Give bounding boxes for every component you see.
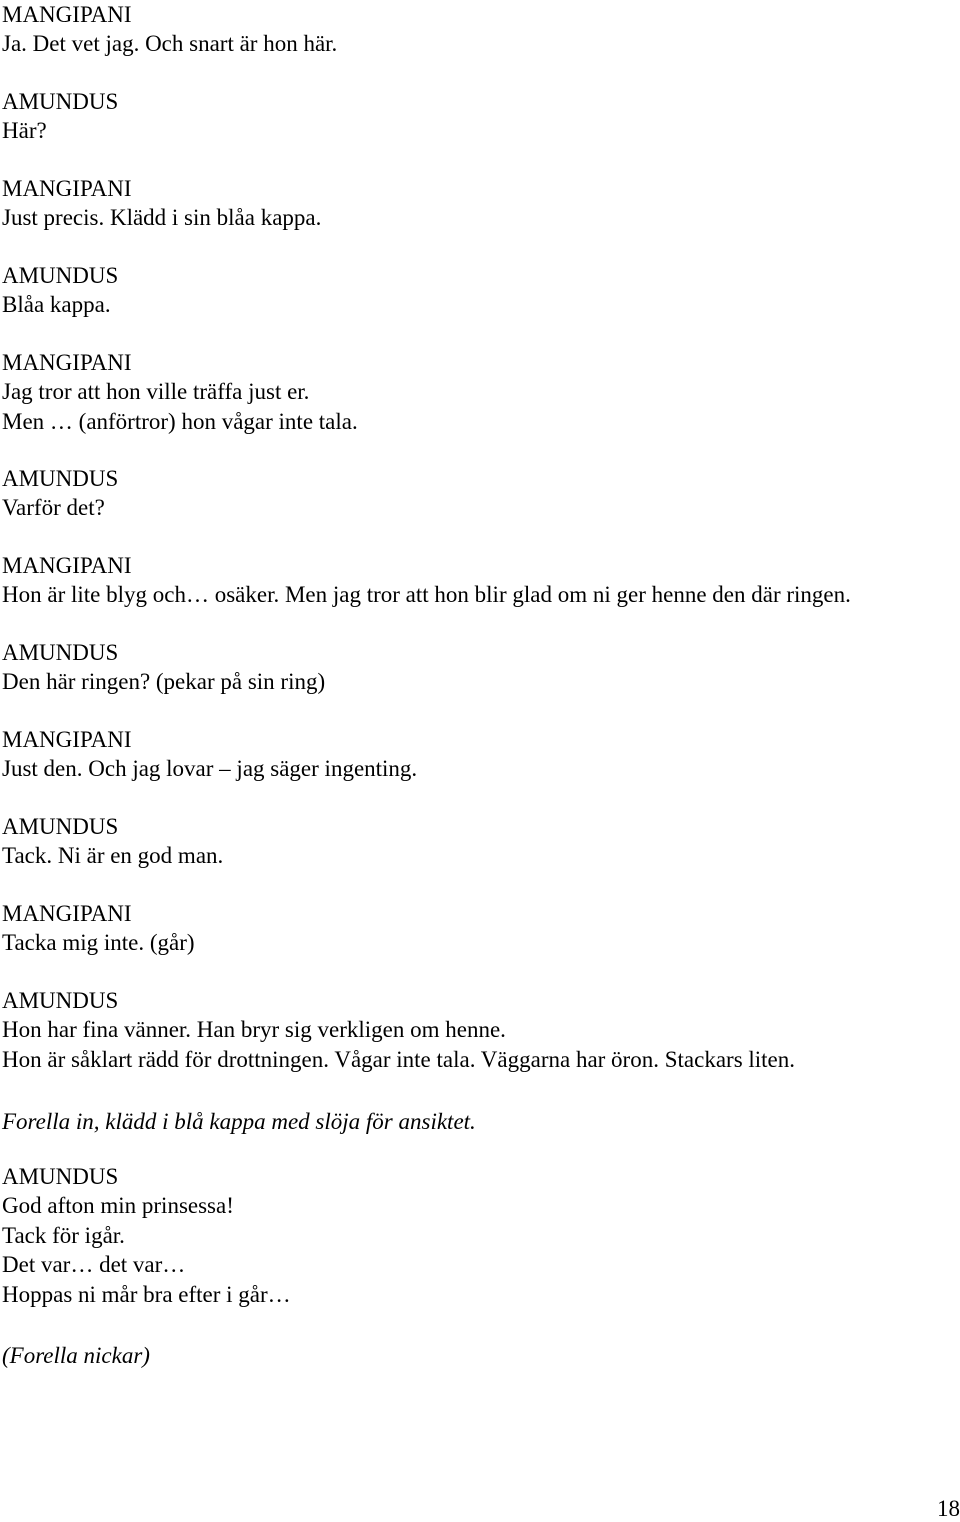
- dialogue-line: Just precis. Klädd i sin blåa kappa.: [2, 205, 322, 230]
- dialogue-line: Hoppas ni mår bra efter i går…: [2, 1281, 291, 1307]
- dialogue-line: God afton min prinsessa!: [2, 1193, 234, 1218]
- dialogue-line: Tack för igår.: [2, 1222, 125, 1248]
- speaker-name: AMUNDUS: [2, 814, 119, 839]
- dialogue-block: [2, 261, 118, 320]
- speaker-name: AMUNDUS: [2, 640, 119, 665]
- speaker-name: MANGIPANI: [2, 901, 132, 926]
- dialogue-line: Ja. Det vet jag. Och snart är hon här.: [2, 31, 338, 56]
- dialogue-block: [2, 899, 195, 958]
- dialogue-line: Tacka mig inte. (går): [2, 930, 195, 955]
- dialogue-block: [2, 986, 795, 1074]
- dialogue-line: Hon är lite blyg och… osäker. Men jag tror att hon blir glad om ni ger henne den där ringen.: [2, 582, 851, 607]
- dialogue-block: [2, 551, 851, 610]
- dialogue-line: Hon har fina vänner. Han bryr sig verkligen om henne.: [2, 1017, 506, 1042]
- speaker-name: AMUNDUS: [2, 263, 119, 288]
- dialogue-line: Hon är såklart rädd för drottningen. Vågar inte tala. Väggarna har öron. Stackars liten.: [2, 1046, 796, 1072]
- dialogue-block: [2, 638, 325, 697]
- speaker-name: MANGIPANI: [2, 350, 132, 375]
- dialogue-block: [2, 1162, 291, 1309]
- dialogue-block: [2, 464, 118, 523]
- speaker-name: MANGIPANI: [2, 176, 132, 201]
- dialogue-block: [2, 348, 358, 436]
- dialogue-block: [2, 174, 321, 233]
- dialogue-block: [2, 812, 223, 871]
- dialogue-line: Här?: [2, 118, 47, 143]
- speaker-name: MANGIPANI: [2, 2, 132, 27]
- dialogue-block: [2, 87, 118, 146]
- dialogue-line: Det var… det var…: [2, 1252, 186, 1277]
- dialogue-line: Blåa kappa.: [2, 292, 111, 317]
- speaker-name: AMUNDUS: [2, 988, 119, 1013]
- dialogue-line: Den här ringen? (pekar på sin ring): [2, 669, 326, 694]
- stage-direction: Forella in, klädd i blå kappa med slöja för ansiktet.: [2, 1109, 476, 1134]
- dialogue-line: Varför det?: [2, 495, 105, 520]
- dialogue-line: Men … (anförtror) hon vågar inte tala.: [2, 408, 358, 434]
- speaker-name: AMUNDUS: [2, 89, 119, 114]
- speaker-name: AMUNDUS: [2, 1164, 119, 1189]
- speaker-name: MANGIPANI: [2, 727, 132, 752]
- page-number: 18: [937, 1496, 960, 1521]
- dialogue-block: [2, 0, 337, 59]
- speaker-name: AMUNDUS: [2, 466, 119, 491]
- dialogue-line: Just den. Och jag lovar – jag säger ingenting.: [2, 756, 418, 781]
- dialogue-line: Jag tror att hon ville träffa just er.: [2, 379, 310, 404]
- dialogue-line: Tack. Ni är en god man.: [2, 843, 224, 868]
- speaker-name: MANGIPANI: [2, 553, 132, 578]
- stage-direction: (Forella nickar): [2, 1343, 150, 1368]
- dialogue-block: [2, 725, 417, 784]
